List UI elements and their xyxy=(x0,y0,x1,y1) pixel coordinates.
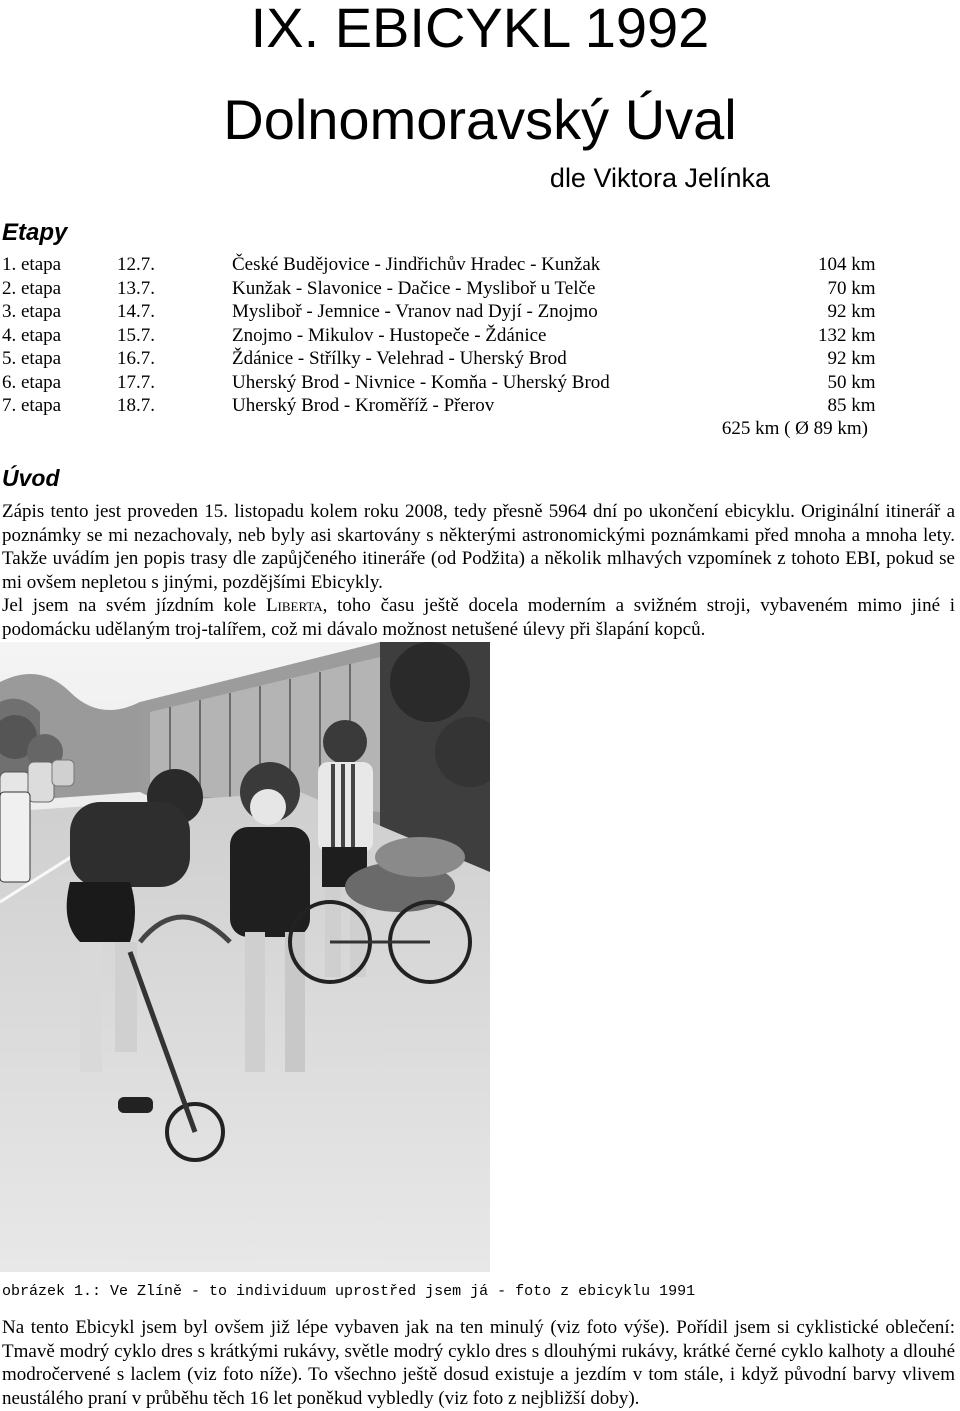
stage-distance: 132 km xyxy=(818,324,876,346)
photo-illustration xyxy=(0,642,490,1272)
stage-date: 18.7. xyxy=(117,395,155,416)
intro-paragraph-1: Zápis tento jest proveden 15. listopadu kolem roku 2008, tedy přesně 5964 dní po ukončení ebicyklu. Originální itinerář a poznámky se mi nezachovaly, neb byly asi skartovány s některými astronomickými poznámkami před mnoha a mnoha lety. Takže uvádím jen popis trasy dle zapůjčeného itineráře (od Podžita) a několik mlhavých vzpomínek z tohoto EBI, pokud se mi ovšem nepletou s jinými, pozdějšími Ebicykly. xyxy=(2,501,955,593)
photo-caption: obrázek 1.: Ve Zlíně - to individuum uprostřed jsem já - foto z ebicyklu 1991 xyxy=(2,1283,696,1300)
stage-number: 1. etapa xyxy=(2,254,62,275)
stage-number: 4. etapa xyxy=(2,324,62,346)
stage-number: 5. etapa xyxy=(2,348,62,369)
stage-route: Ždánice - Střílky - Velehrad - Uherský Brod xyxy=(232,348,567,369)
document-subtitle-region: Dolnomoravský Úval xyxy=(223,88,737,151)
cyclists-photo xyxy=(0,642,490,1272)
stage-distance: 104 km xyxy=(818,254,876,275)
stage-route: Uherský Brod - Nivnice - Komňa - Uherský Brod xyxy=(232,371,610,393)
stage-row xyxy=(2,371,876,395)
stage-date: 16.7. xyxy=(117,348,155,369)
stage-route: Myslibоř - Jemnice - Vranov nad Dyjí - Znojmo xyxy=(232,301,598,322)
stages-table xyxy=(2,253,876,418)
stage-number: 6. etapa xyxy=(2,371,62,393)
stage-route: Kunžak - Slavonice - Dačice - Myslibоř u Telče xyxy=(232,277,596,299)
stage-route: Znojmo - Mikulov - Hustopeče - Ždánice xyxy=(232,324,547,346)
stage-row xyxy=(2,394,876,418)
stage-number: 7. etapa xyxy=(2,395,62,416)
document-author: dle Viktora Jelínka xyxy=(549,163,771,193)
stage-number: 3. etapa xyxy=(2,301,62,322)
stage-distance: 70 km xyxy=(827,277,876,299)
stage-date: 12.7. xyxy=(117,254,155,275)
stage-date: 17.7. xyxy=(117,371,155,393)
stage-number: 2. etapa xyxy=(2,277,62,299)
paragraph-text: Jel jsem na svém jízdním kole xyxy=(2,595,266,616)
stage-row xyxy=(2,300,876,324)
stage-date: 15.7. xyxy=(117,324,155,346)
bike-brand: Liberta xyxy=(265,595,323,616)
stage-date: 13.7. xyxy=(117,277,155,299)
stage-distance: 50 km xyxy=(827,371,876,393)
stage-route: Uherský Brod - Kroměříž - Přerov xyxy=(232,395,495,416)
stage-distance: 92 km xyxy=(827,301,876,322)
stage-distance: 85 km xyxy=(827,395,876,416)
stage-date: 14.7. xyxy=(117,301,155,322)
document-title: IX. EBICYKL 1992 xyxy=(250,0,710,59)
paragraph-text: , toho času ještě docela moderním a svižném stroji, vybaveném mimo jiné i podomácku udělaným troj-talířem, což mi dávalo možnost netušené úlevy při šlapání kopců. xyxy=(2,595,955,640)
stage-route: České Budějovice - Jindřichův Hradec - Kunžak xyxy=(232,254,601,275)
intro-paragraph-3: Na tento Ebicykl jsem byl ovšem již lépe vybaven jak na ten minulý (viz foto výše). Pořídil jsem si cyklistické oblečení: Tmavě modrý cyklo dres s krátkými rukávy, světle modrý cyklo dres s dlouhými rukávy, krátké černé cyklo kalhoty a dlouhé modročervené s laclem (viz foto níže). To všechno ještě dosud existuje a jezdím v tom stále, i když původní barvy vlivem neustálého praní v průběhu těch 16 let poněkud vybledly (viz foto z nejbližší doby). xyxy=(2,1317,955,1409)
stage-row xyxy=(2,277,876,301)
stages-total: 625 km ( Ø 89 km) xyxy=(721,418,868,439)
stage-row xyxy=(2,253,876,277)
stage-row xyxy=(2,324,876,348)
stage-row xyxy=(2,347,876,371)
stages-heading: Etapy xyxy=(2,219,68,246)
intro-paragraph-2 xyxy=(2,594,955,641)
intro-heading: Úvod xyxy=(2,465,60,491)
stage-distance: 92 km xyxy=(827,348,876,369)
